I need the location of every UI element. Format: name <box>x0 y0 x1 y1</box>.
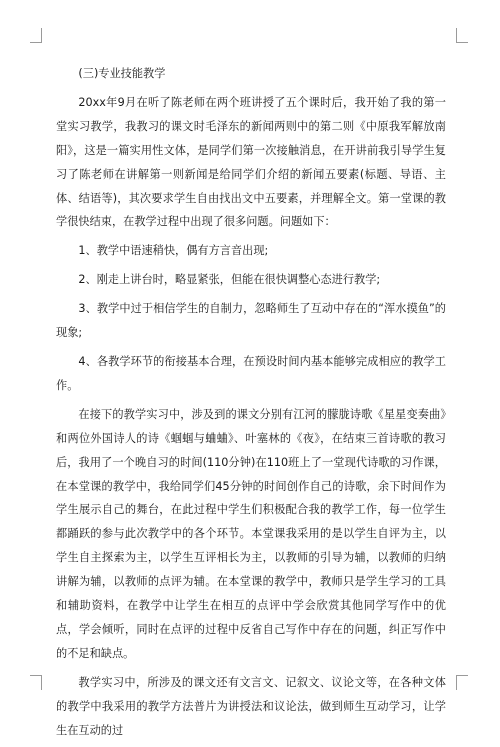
paragraph-intro: 20xx年9月在听了陈老师在两个班讲授了五个课时后，我开始了我的第一堂实习教学，我教习的课文时毛泽东的新闻两则中的第二则《中原我军解放南阳》，这是一篇实用性文体，是同学们第一次接触消息，在开讲前我引导学生复习了陈老师在讲解第一则新闻是给同学们介绍的新闻五要素(标题、导语、主体、结语等)，其次要求学生自由找出文中五要素，并理解全文。第一堂课的教学很快结束，在教学过程中出现了很多问题。问题如下： <box>56 95 446 229</box>
crop-mark-top-right <box>456 28 468 43</box>
paragraph-other-lessons: 教学实习中，所涉及的课文还有文言文、记叙文、议论文等，在各种文体的教学中我采用的教学方法普片为讲授法和议论法，做到师生互动学习，让学生在互动的过 <box>56 675 446 737</box>
list-item-3: 3、教学中过于相信学生的自制力，忽略师生了互动中存在的“浑水摸鱼”的现象; <box>56 302 446 340</box>
list-item-1: 1、教学中语速稍快，偶有方言音出现; <box>78 244 269 258</box>
list-item-4: 4、各教学环节的衔接基本合理，在预设时间内基本能够完成相应的教学工作。 <box>56 354 446 392</box>
document-body <box>56 62 446 747</box>
paragraph-poetry-lesson: 在接下的教学实习中，涉及到的课文分别有江河的朦胧诗歌《星星变奏曲》和两位外国诗人的诗《蝈蝈与蛐蛐》、叶塞林的《夜》，在结束三首诗歌的教习后，我用了一个晚自习的时间(110分钟)在110班上了一堂现代诗歌的习作课，在本堂课的教学中，我给同学们45分钟的时间创作自己的诗歌，余下时间作为学生展示自己的舞台，在此过程中学生们积极配合我的教学工作，每一位学生都踊跃的参与此次教学中的各个环节。本堂课我采用的是以学生自评为主，以学生自主探索为主，以学生互评相长为主，以教师的引导为辅，以教师的归纳讲解为辅，以教师的点评为辅。在本堂课的教学中，教师只是学生学习的工具和辅助资料，在教学中让学生在相互的点评中学会欣赏其他同学写作中的优点，学会倾听，同时在点评的过程中反省自己写作中存在的问题，纠正写作中的不足和缺点。 <box>56 407 446 660</box>
list-item-2: 2、刚走上讲台时，略显紧张，但能在很快调整心态进行教学; <box>78 273 381 287</box>
section-heading: (三)专业技能教学 <box>78 67 166 80</box>
crop-mark-bottom-left <box>30 675 42 690</box>
crop-mark-bottom-right <box>456 675 468 690</box>
crop-mark-top-left <box>30 28 42 43</box>
